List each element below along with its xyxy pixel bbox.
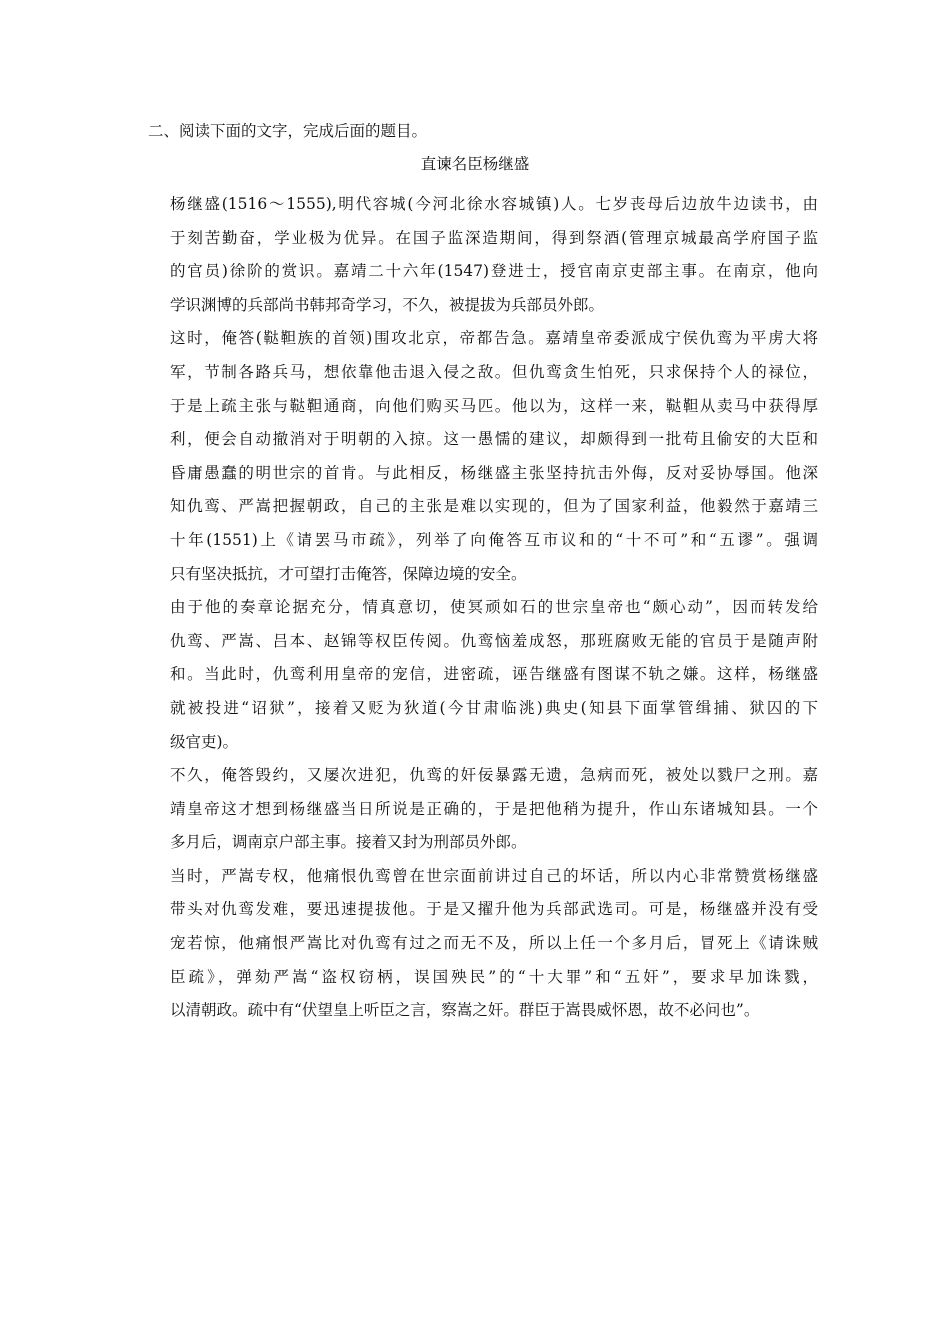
text-line: 靖皇帝这才想到杨继盛当日所说是正确的，于是把他稍为提升，作山东诸城知县。一个 xyxy=(170,799,818,818)
text-line: 多月后，调南京户部主事。接着又封为刑部员外郎。 xyxy=(170,833,527,852)
paragraph-5 xyxy=(170,860,818,1028)
text-line: 于是上疏主张与鞑靼通商，向他们购买马匹。他以为，这样一来，鞑靼从卖马中获得厚 xyxy=(170,396,818,415)
text-line: 不久，俺答毁约，又屡次进犯，仇鸾的奸佞暴露无遗，急病而死，被处以戮尸之刑。嘉 xyxy=(170,766,818,785)
text-line: 就被投进“诏狱”，接着又贬为狄道(今甘肃临洮)典史(知县下面掌管缉捕、狱囚的下 xyxy=(170,698,818,717)
section-heading: 二、阅读下面的文字，完成后面的题目。 xyxy=(148,122,428,140)
text-line: 的官员)徐阶的赏识。嘉靖二十六年(1547)登进士，授官南京吏部主事。在南京，他向 xyxy=(170,262,818,281)
text-line: 臣疏》，弹劾严嵩“盗权窃柄，误国殃民”的“十大罪”和“五奸”，要求早加诛戮， xyxy=(170,967,819,986)
text-line: 仇鸾、严嵩、吕本、赵锦等权臣传阅。仇鸾恼羞成怒，那班腐败无能的官员于是随声附 xyxy=(170,631,818,650)
text-line: 宠若惊，他痛恨严嵩比对仇鸾有过之而无不及，所以上任一个多月后，冒死上《请诛贼 xyxy=(170,934,818,953)
text-line: 利，便会自动撤消对于明朝的入掠。这一愚懦的建议，却颇得到一批苟且偷安的大臣和 xyxy=(170,430,818,449)
text-line: 和。当此时，仇鸾利用皇帝的宠信，进密疏，诬告继盛有图谋不轨之嫌。这样，杨继盛 xyxy=(170,665,818,684)
text-line: 于刻苦勤奋，学业极为优异。在国子监深造期间，得到祭酒(管理京城最高学府国子监 xyxy=(170,228,818,247)
paragraph-2 xyxy=(170,322,818,591)
text-line: 昏庸愚蠢的明世宗的首肯。与此相反，杨继盛主张坚持抗击外侮，反对妥协辱国。他深 xyxy=(170,463,818,482)
article-title: 直谏名臣杨继盛 xyxy=(420,155,530,173)
text-line: 以清朝政。疏中有“伏望皇上听臣之言，察嵩之奸。群臣于嵩畏威怀恩，故不必问也”。 xyxy=(170,1001,760,1020)
paragraph-1 xyxy=(170,188,818,322)
text-line: 学识渊博的兵部尚书韩邦奇学习，不久，被提拔为兵部员外郎。 xyxy=(170,295,605,314)
text-line: 知仇鸾、严嵩把握朝政，自己的主张是难以实现的，但为了国家利益，他毅然于嘉靖三 xyxy=(170,497,818,516)
text-line: 这时，俺答(鞑靼族的首领)围攻北京，帝都告急。嘉靖皇帝委派成宁侯仇鸾为平虏大将 xyxy=(170,329,818,348)
paragraph-4 xyxy=(170,759,818,860)
article-body xyxy=(170,188,818,1028)
text-line: 当时，严嵩专权，他痛恨仇鸾曾在世宗面前讲过自己的坏话，所以内心非常赞赏杨继盛 xyxy=(170,866,818,885)
text-line: 由于他的奏章论据充分，情真意切，使冥顽如石的世宗皇帝也“颇心动”，因而转发给 xyxy=(170,598,818,617)
text-line: 带头对仇鸾发难，要迅速提拔他。于是又擢升他为兵部武选司。可是，杨继盛并没有受 xyxy=(170,900,818,919)
text-line: 军，节制各路兵马，想依靠他击退入侵之敌。但仇鸾贪生怕死，只求保持个人的禄位， xyxy=(170,362,818,381)
paragraph-3 xyxy=(170,591,818,759)
text-line: 十年(1551)上《请罢马市疏》，列举了向俺答互市议和的“十不可”和“五谬”。强调 xyxy=(170,530,818,549)
text-line: 只有坚决抵抗，才可望打击俺答，保障边境的安全。 xyxy=(170,564,527,583)
text-line: 级官吏)。 xyxy=(170,732,239,751)
text-line: 杨继盛(1516～1555),明代容城(今河北徐水容城镇)人。七岁丧母后边放牛边读书，由 xyxy=(170,195,818,213)
